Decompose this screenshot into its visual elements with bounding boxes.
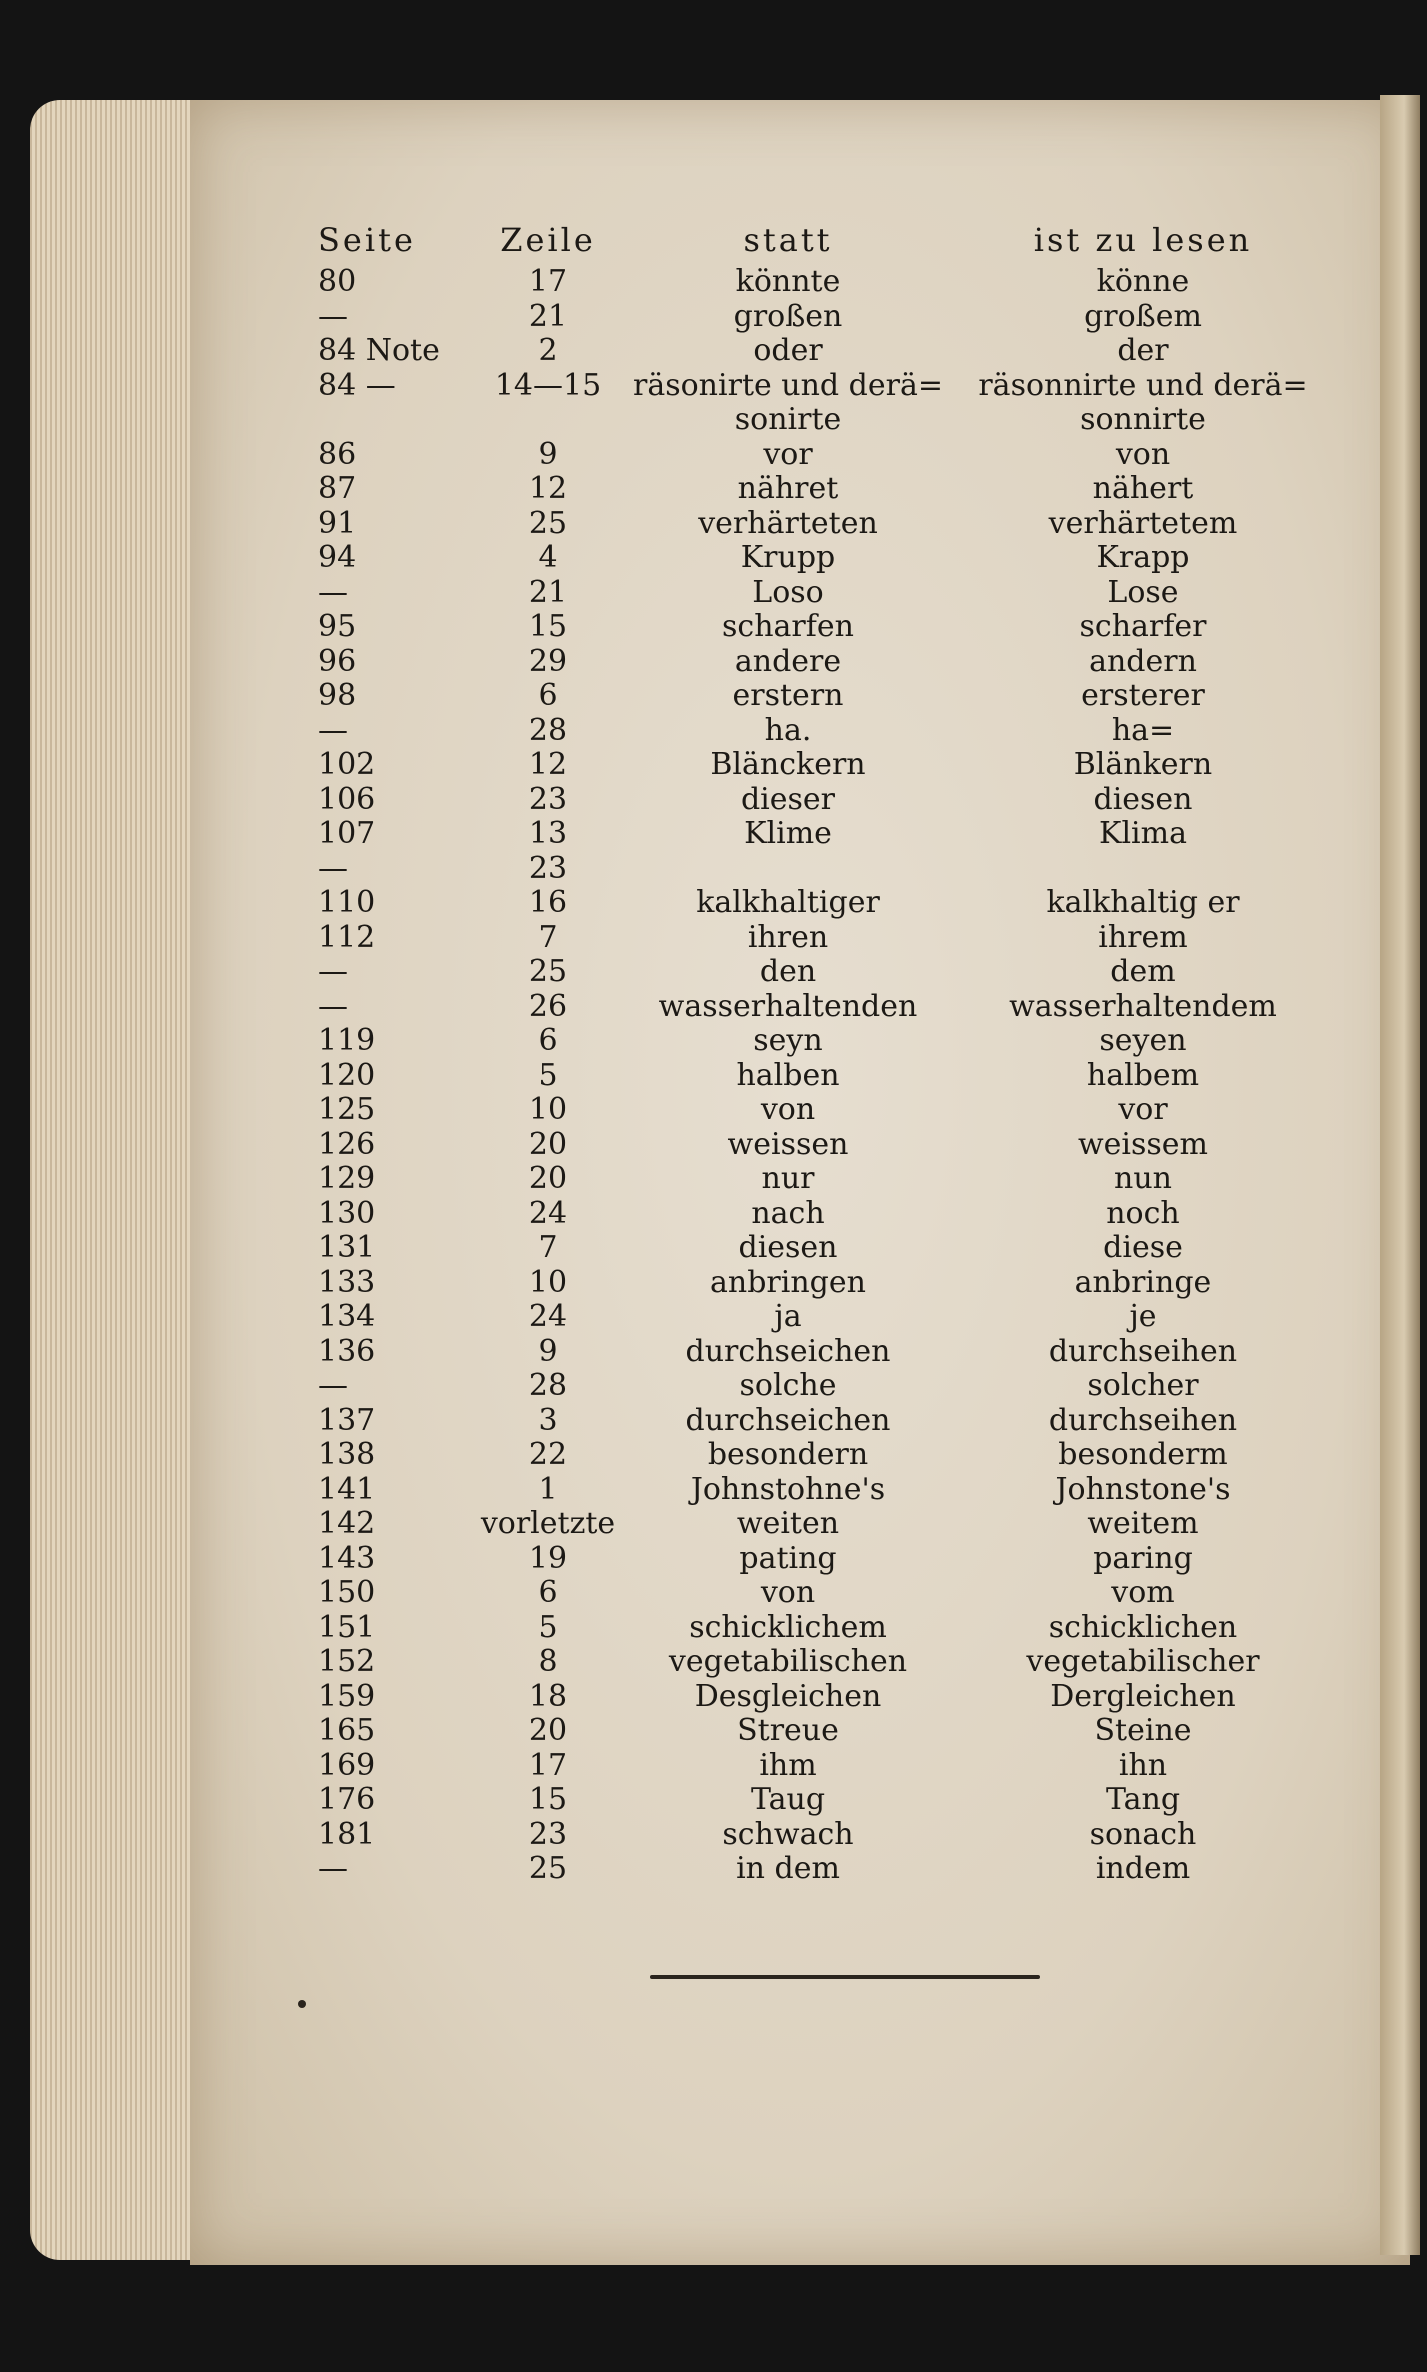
row-line: 9 <box>538 1333 558 1369</box>
row-instead: seyn <box>753 1023 823 1058</box>
row-line: 6 <box>538 1023 558 1058</box>
header-instead: statt <box>743 221 833 259</box>
row-read: Steine <box>1094 1713 1192 1748</box>
errata-row <box>318 990 1318 1025</box>
row-instead: solche <box>739 1368 837 1403</box>
row-instead: ihm <box>759 1747 817 1783</box>
row-line: 20 <box>528 1713 568 1748</box>
errata-row <box>318 1576 1318 1611</box>
row-read: sonnirte <box>1080 402 1206 437</box>
row-read: durchseihen <box>1048 1333 1238 1369</box>
row-read: schicklichen <box>1048 1609 1238 1645</box>
row-line: 22 <box>528 1437 568 1472</box>
row-read: anbringe <box>1074 1264 1212 1300</box>
row-read: durchseihen <box>1048 1402 1238 1438</box>
errata-row <box>318 1542 1318 1577</box>
row-read: paring <box>1093 1540 1193 1576</box>
row-page: 107 <box>318 816 376 851</box>
row-line: 21 <box>528 298 568 334</box>
header-read: ist zu lesen <box>1033 221 1253 259</box>
row-instead: Desgleichen <box>694 1678 882 1714</box>
errata-row <box>318 955 1318 990</box>
errata-row <box>318 300 1318 335</box>
row-line: 14—15 <box>494 367 602 403</box>
errata-row <box>318 334 1318 369</box>
row-instead: Krupp <box>740 540 836 575</box>
errata-row <box>318 1093 1318 1128</box>
row-read: weissem <box>1077 1126 1209 1162</box>
errata-row <box>318 1231 1318 1266</box>
row-page: 120 <box>318 1057 376 1093</box>
row-instead: ha. <box>764 712 812 748</box>
row-instead: nur <box>761 1161 815 1196</box>
row-line: 17 <box>528 264 568 299</box>
errata-row <box>318 886 1318 921</box>
row-line: 6 <box>538 1575 558 1610</box>
errata-header <box>318 215 1318 265</box>
row-read: noch <box>1106 1195 1180 1231</box>
row-page: 181 <box>318 1816 376 1852</box>
row-line: 1 <box>538 1471 558 1507</box>
row-line: 10 <box>528 1092 568 1127</box>
row-instead: dieser <box>740 781 836 817</box>
row-page: 138 <box>318 1437 376 1472</box>
errata-row <box>318 610 1318 645</box>
row-page: 91 <box>318 505 357 541</box>
row-page: 165 <box>318 1713 376 1748</box>
row-read: wasserhaltendem <box>1009 988 1277 1024</box>
row-instead: oder <box>753 333 823 368</box>
row-instead: halben <box>736 1057 840 1093</box>
row-instead: kalkhaltiger <box>696 885 880 920</box>
row-line: 10 <box>528 1264 568 1300</box>
errata-row <box>318 1473 1318 1508</box>
errata-row <box>318 1507 1318 1542</box>
row-instead: Taug <box>750 1782 826 1817</box>
row-line: 5 <box>538 1057 558 1093</box>
row-instead: von <box>760 1092 816 1127</box>
errata-rows <box>318 265 1318 1887</box>
row-page: 87 <box>318 471 357 506</box>
row-read: seyen <box>1099 1023 1187 1058</box>
row-line: 9 <box>538 436 558 472</box>
row-instead: von <box>760 1575 816 1610</box>
errata-row <box>318 1645 1318 1680</box>
row-instead: verhärteten <box>698 505 878 541</box>
row-page: 130 <box>318 1195 376 1231</box>
errata-row <box>318 748 1318 783</box>
row-line: 20 <box>528 1161 568 1196</box>
row-page: — <box>318 298 348 334</box>
errata-row <box>318 645 1318 680</box>
row-read: nähert <box>1092 471 1194 506</box>
row-instead: großen <box>733 298 843 334</box>
errata-row <box>318 507 1318 542</box>
row-page: — <box>318 712 348 748</box>
row-line: 7 <box>538 1230 558 1265</box>
row-page: 84 Note <box>318 333 440 368</box>
row-page: 152 <box>318 1644 376 1679</box>
errata-row <box>318 1162 1318 1197</box>
row-line: 18 <box>528 1678 568 1714</box>
row-instead: ja <box>774 1299 802 1334</box>
row-read: Klima <box>1099 816 1187 851</box>
row-page: 142 <box>318 1506 376 1541</box>
row-instead: vegetabilischen <box>668 1644 908 1679</box>
errata-row <box>318 852 1318 887</box>
row-instead: anbringen <box>710 1264 866 1300</box>
errata-row <box>318 1197 1318 1232</box>
row-read: diesen <box>1093 781 1193 817</box>
row-instead: den <box>759 954 817 989</box>
row-line: 8 <box>538 1644 558 1679</box>
row-read: Johnstone's <box>1055 1471 1231 1507</box>
row-instead: räsonirte und derä= <box>633 367 943 403</box>
errata-row <box>318 921 1318 956</box>
row-read: halbem <box>1086 1057 1200 1093</box>
row-instead: andere <box>734 643 842 679</box>
row-page: 119 <box>318 1023 376 1058</box>
page-block-edge <box>30 100 195 2260</box>
row-page: 137 <box>318 1402 376 1438</box>
row-page: 98 <box>318 678 357 713</box>
errata-row <box>318 714 1318 749</box>
row-read: von <box>1115 436 1171 472</box>
errata-table <box>318 215 1318 1887</box>
row-instead: nach <box>751 1195 825 1231</box>
row-line: 4 <box>538 540 558 575</box>
row-page: 86 <box>318 436 357 472</box>
row-line: 25 <box>528 505 568 541</box>
row-instead: Streue <box>737 1713 839 1748</box>
errata-row <box>318 1852 1318 1887</box>
errata-row <box>318 1680 1318 1715</box>
row-instead: Klime <box>744 816 832 851</box>
row-page: — <box>318 850 348 886</box>
row-instead: wasserhaltenden <box>658 988 918 1024</box>
row-read: weitem <box>1087 1506 1199 1541</box>
errata-row <box>318 1438 1318 1473</box>
row-line: 21 <box>528 574 568 610</box>
row-read: räsonnirte und derä= <box>978 367 1308 403</box>
row-page: 129 <box>318 1161 376 1196</box>
row-page: — <box>318 988 348 1024</box>
row-instead: Johnstohne's <box>690 1471 886 1507</box>
row-read: Krapp <box>1096 540 1190 575</box>
errata-row <box>318 438 1318 473</box>
row-line: 23 <box>528 781 568 817</box>
errata-row <box>318 1300 1318 1335</box>
ink-dot <box>298 2000 306 2008</box>
row-instead: durchseichen <box>685 1402 891 1438</box>
row-instead: vor <box>763 436 813 472</box>
row-read: indem <box>1095 1851 1191 1886</box>
row-read: vegetabilischer <box>1026 1644 1260 1679</box>
row-line: 5 <box>538 1609 558 1645</box>
row-line: 17 <box>528 1747 568 1783</box>
errata-row <box>318 1128 1318 1163</box>
row-page: 136 <box>318 1333 376 1369</box>
row-instead: scharfen <box>722 609 854 644</box>
row-line: 25 <box>528 954 568 989</box>
errata-row <box>318 1749 1318 1784</box>
errata-row <box>318 783 1318 818</box>
errata-row <box>318 265 1318 300</box>
row-line: 7 <box>538 919 558 955</box>
row-line: 25 <box>528 1851 568 1886</box>
row-page: 112 <box>318 919 376 955</box>
errata-row <box>318 1714 1318 1749</box>
row-read: Tang <box>1105 1782 1181 1817</box>
row-instead: schicklichem <box>689 1609 887 1645</box>
row-instead: könnte <box>735 264 841 299</box>
row-read: ihn <box>1118 1747 1168 1783</box>
row-line: 20 <box>528 1126 568 1162</box>
row-line: vorletzte <box>480 1506 616 1541</box>
row-read: vom <box>1111 1575 1175 1610</box>
row-line: 3 <box>538 1402 558 1438</box>
errata-row <box>318 1404 1318 1439</box>
row-instead: diesen <box>738 1230 838 1265</box>
row-instead: Loso <box>752 574 824 610</box>
errata-row <box>318 1611 1318 1646</box>
row-page: 106 <box>318 781 376 817</box>
row-line: 28 <box>528 712 568 748</box>
row-read: kalkhaltig er <box>1046 885 1240 920</box>
row-line: 12 <box>528 471 568 506</box>
closing-rule <box>650 1975 1040 1979</box>
row-page: 169 <box>318 1747 376 1783</box>
row-line: 15 <box>528 1782 568 1817</box>
row-read: nun <box>1114 1161 1172 1196</box>
row-page: 102 <box>318 747 376 782</box>
row-read: andern <box>1089 643 1197 679</box>
row-page: 80 <box>318 264 357 299</box>
row-page: — <box>318 954 348 989</box>
row-line: 24 <box>528 1195 568 1231</box>
row-instead: pating <box>739 1540 837 1576</box>
row-page: 159 <box>318 1678 376 1714</box>
errata-row <box>318 1818 1318 1853</box>
row-instead: besondern <box>707 1437 869 1472</box>
row-read: vor <box>1118 1092 1168 1127</box>
row-page: 150 <box>318 1575 376 1610</box>
row-page: 151 <box>318 1609 376 1645</box>
row-read: solcher <box>1087 1368 1199 1403</box>
row-page: 94 <box>318 540 357 575</box>
row-instead: schwach <box>722 1816 854 1852</box>
row-read: ha= <box>1111 712 1175 748</box>
row-line: 12 <box>528 747 568 782</box>
row-instead: sonirte <box>734 402 842 437</box>
row-page: 125 <box>318 1092 376 1127</box>
errata-row <box>318 1266 1318 1301</box>
row-line: 16 <box>528 885 568 920</box>
row-line: 19 <box>528 1540 568 1576</box>
row-read: großem <box>1084 298 1202 334</box>
row-line: 6 <box>538 678 558 713</box>
errata-row <box>318 817 1318 852</box>
row-instead: nähret <box>737 471 839 506</box>
errata-row <box>318 1783 1318 1818</box>
row-line: 13 <box>528 816 568 851</box>
row-read: dem <box>1110 954 1176 989</box>
errata-row <box>318 472 1318 507</box>
row-read: Blänkern <box>1073 747 1213 782</box>
errata-row <box>318 576 1318 611</box>
row-read: könne <box>1096 264 1190 299</box>
row-page: 133 <box>318 1264 376 1300</box>
row-read: scharfer <box>1079 609 1207 644</box>
header-page: Seite <box>318 221 416 259</box>
row-page: 143 <box>318 1540 376 1576</box>
row-instead: erstern <box>732 678 844 713</box>
row-page: 134 <box>318 1299 376 1334</box>
row-page: 84 — <box>318 367 396 403</box>
row-read: Dergleichen <box>1050 1678 1236 1714</box>
cover-edge <box>1380 95 1420 2255</box>
row-page: 95 <box>318 609 357 644</box>
errata-row <box>318 1059 1318 1094</box>
header-line: Zeile <box>500 221 596 259</box>
row-line: 15 <box>528 609 568 644</box>
errata-row <box>318 1335 1318 1370</box>
row-line: 23 <box>528 1816 568 1852</box>
row-read: ersterer <box>1081 678 1205 713</box>
row-line: 24 <box>528 1299 568 1334</box>
row-read: diese <box>1103 1230 1183 1265</box>
errata-row <box>318 369 1318 404</box>
row-read: besonderm <box>1058 1437 1228 1472</box>
errata-row <box>318 1369 1318 1404</box>
row-read: verhärtetem <box>1048 505 1238 541</box>
row-line: 23 <box>528 850 568 886</box>
row-page: 110 <box>318 885 376 920</box>
errata-row <box>318 1024 1318 1059</box>
errata-row <box>318 679 1318 714</box>
row-page: 176 <box>318 1782 376 1817</box>
row-page: — <box>318 1368 348 1403</box>
row-instead: weiten <box>736 1506 840 1541</box>
row-page: — <box>318 574 348 610</box>
errata-row <box>318 403 1318 438</box>
row-read: sonach <box>1089 1816 1197 1852</box>
row-page: 131 <box>318 1230 376 1265</box>
row-read: der <box>1117 333 1169 368</box>
row-page: 126 <box>318 1126 376 1162</box>
row-line: 28 <box>528 1368 568 1403</box>
row-instead: weissen <box>727 1126 849 1162</box>
row-instead: durchseichen <box>685 1333 891 1369</box>
row-read: ihrem <box>1098 919 1188 955</box>
row-instead: Blänckern <box>710 747 866 782</box>
row-line: 29 <box>528 643 568 679</box>
row-page: 141 <box>318 1471 376 1507</box>
errata-row <box>318 541 1318 576</box>
row-read: je <box>1129 1299 1157 1334</box>
row-page: 96 <box>318 643 357 679</box>
row-instead: in dem <box>736 1851 840 1886</box>
row-line: 2 <box>538 333 558 368</box>
row-instead: ihren <box>747 919 829 955</box>
row-page: — <box>318 1851 348 1886</box>
row-line: 26 <box>528 988 568 1024</box>
row-read: Lose <box>1107 574 1179 610</box>
